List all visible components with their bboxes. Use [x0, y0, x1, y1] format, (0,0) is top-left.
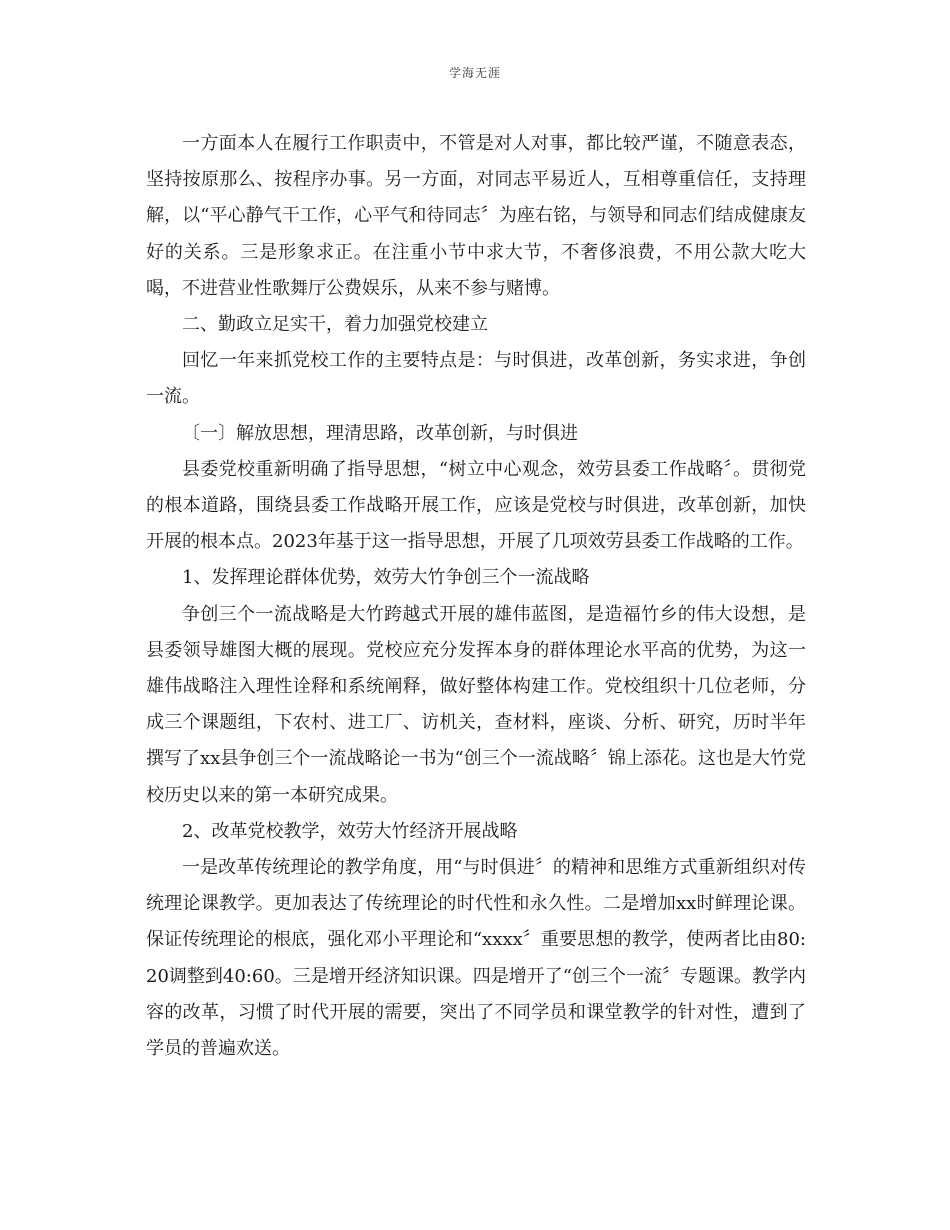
page-header: 学海无涯 [448, 66, 501, 80]
paragraph-strategy: 争创三个一流战略是大竹跨越式开展的雄伟蓝图，是造福竹乡的伟大设想，是县委领导雄图大概的展现。党校应充分发挥本身的群体理论水平高的优势，为这一雄伟战略注入理性诠释和系统阐释，做好整体构建工作。党校组织十几位老师，分成三个课题组，下农村、进工厂、访机关，查材料，座谈、分析、研究，历时半年撰写了xx县争创三个一流战略论一书为“创三个一流战略〞锦上添花。这也是大竹党校历史以来的第一本研究成果。 [146, 603, 806, 806]
item-heading-2: 2、改革党校教学，效劳大竹经济开展战略 [182, 820, 518, 842]
paragraph-teaching-reform: 一是改革传统理论的教学角度，用“与时俱进〞的精神和思维方式重新组织对传统理论课教学。更加表达了传统理论的时代性和永久性。二是增加xx时鲜理论课。保证传统理论的根底，强化邓小平理论和“xxxx〞重要思想的教学，使两者比由80:20调整到40:60。三是增开经济知识课。四是增开了“创三个一流〞专题课。教学内容的改革，习惯了时代开展的需要，突出了不同学员和课堂教学的针对性，遭到了学员的普遍欢送。 [146, 857, 806, 1060]
subsection-heading-1: 〔一〕解放思想，理清思路，改革创新，与时俱进 [182, 422, 578, 444]
paragraph-integrity: 一方面本人在履行工作职责中，不管是对人对事，都比较严谨，不随意表态，坚持按原那么、按程序办事。另一方面，对同志平易近人，互相尊重信任，支持理解，以“平心静气干工作，心平气和待同志〞为座右铭，与领导和同志们结成健康友好的关系。三是形象求正。在注重小节中求大节，不奢侈浪费，不用公款大吃大喝，不进营业性歌舞厅公费娱乐，从来不参与赌博。 [146, 133, 806, 299]
paragraph-review: 回忆一年来抓党校工作的主要特点是：与时俱进，改革创新，务实求进，争创一流。 [146, 350, 806, 408]
document-body [146, 126, 806, 1067]
paragraph-guiding-thought: 县委党校重新明确了指导思想，“树立中心观念，效劳县委工作战略〞。贯彻党的根本道路，围绕县委工作战略开展工作，应该是党校与时俱进，改革创新，加快开展的根本点。2023年基于这一指导思想，开展了几项效劳县委工作战略的工作。 [146, 458, 806, 553]
item-heading-1: 1、发挥理论群体优势，效劳大竹争创三个一流战略 [182, 567, 590, 589]
section-heading-diligence: 二、勤政立足实干，着力加强党校建立 [182, 314, 488, 336]
